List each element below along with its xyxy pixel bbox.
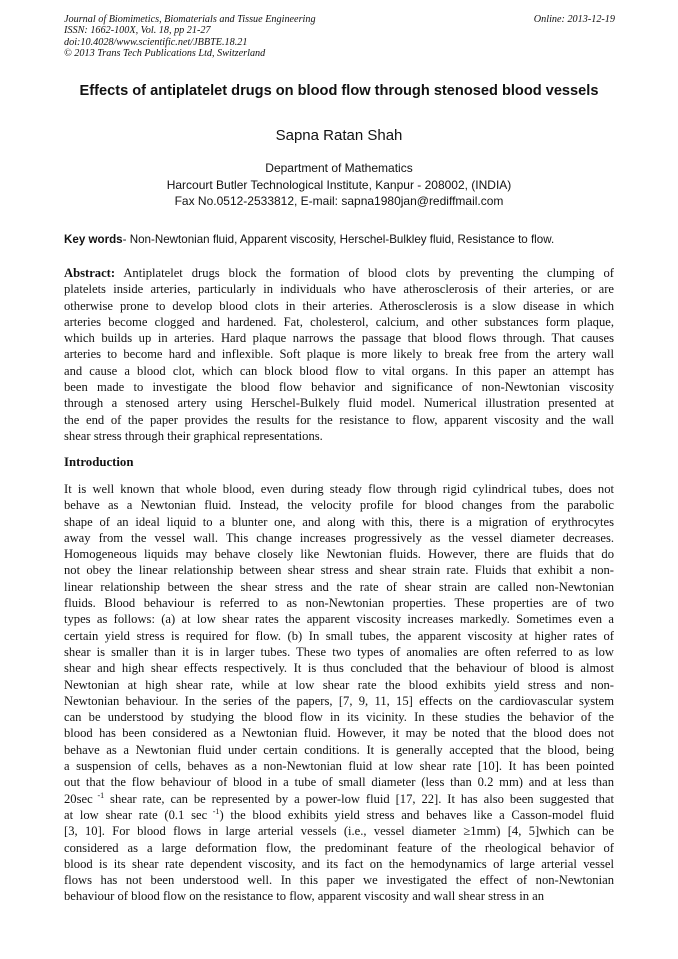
text-line [64, 595, 614, 611]
author-name: Sapna Ratan Shah [275, 127, 403, 144]
text-line [64, 514, 614, 530]
text-line [64, 709, 614, 725]
text-line [64, 497, 614, 513]
superscript: -1 [207, 806, 220, 816]
text-line [64, 281, 614, 297]
text-segment: out that the flow behaviour of blood in a tube of small diameter (less than 0.2 mm) and at less than [64, 775, 614, 790]
text-segment: away from the vessel wall. This change increases progressively as the vessel diameter decreases. [64, 530, 614, 545]
text-line [64, 660, 614, 676]
abstract-label: Abstract: [64, 266, 116, 280]
text-segment: [3, 10]. For blood flows in large arterial vessels (i.e., vessel diameter ≥1mm) [4, 5]which can be [64, 824, 614, 839]
text-line [64, 807, 614, 823]
keywords [64, 233, 554, 246]
text-segment: can be understood by studying the blood flow in its vicinity. In these studies the behavior of the [64, 710, 614, 725]
text-segment: and cause a blood clot, which can block blood flow to vital organs. In this paper an attempt has [64, 363, 614, 378]
text-segment: 20sec [64, 791, 93, 806]
text-line [64, 872, 614, 888]
text-line [64, 346, 614, 362]
text-line [64, 774, 614, 790]
text-line [64, 379, 614, 395]
text-segment: Newtonian behaviour. In the series of the papers, [7, 9, 11, 15] effects on the cardiovascular system [64, 693, 614, 708]
text-line [64, 562, 614, 578]
text-segment: arteries become clogged and hardened. Fat, cholesterol, calcium, and other substances form plaque, [64, 314, 614, 329]
text-segment: the end of the paper provides the results for the resistance to flow, apparent viscosity and the wall [64, 412, 614, 427]
doi-link[interactable]: doi:10.4028/www.scientific.net/JBBTE.18.21 [64, 36, 248, 48]
text-line [64, 314, 614, 330]
text-segment: ) the blood exhibits yield stress and behaves like a Casson-model fluid [219, 807, 614, 822]
text-line [64, 693, 614, 709]
text-segment: platelets inside arteries, particularly in individuals who have atherosclerosis of their arteries, or are [64, 282, 614, 297]
text-segment: which builds up in arteries. Hard plaque narrows the passage that blood flows through. That causes [64, 331, 614, 346]
text-segment: Antiplatelet drugs block the formation of blood clots by preventing the clumping of [123, 266, 614, 280]
text-line [64, 481, 614, 497]
text-segment: been made to investigate the blood flow behavior and significance of non-Newtonian viscosity [64, 380, 614, 395]
text-line [64, 298, 614, 314]
text-segment: arteries to become hard and inflexible. Soft plaque is more likely to break free from the artery wall [64, 347, 614, 362]
text-line [64, 428, 614, 444]
text-line [64, 363, 614, 379]
text-line [64, 856, 614, 872]
text-segment: shear rate, can be represented by a power-low fluid [17, 22]. It has also been suggested that [104, 791, 614, 806]
text-segment: shear stress through their graphical representations. [64, 428, 323, 443]
introduction-heading: Introduction [64, 455, 134, 469]
affiliation [64, 160, 614, 210]
text-line [64, 265, 614, 281]
text-segment: shear and high shear effects respectively. It is thus concluded that the behaviour of blood is almost [64, 661, 614, 676]
text-segment: types as follows: (a) at low shear rates the apparent viscosity increases markedly. Sometimes even a [64, 612, 614, 627]
journal-name: Journal of Biomimetics, Biomaterials and Tissue Engineering [64, 14, 316, 25]
institute: Harcourt Butler Technological Institute, Kanpur - 208002, (INDIA) [166, 177, 512, 192]
text-segment: blood has been considered as a Newtonian fluid. However, it may be noted that the blood does not [64, 726, 614, 741]
text-line [64, 758, 614, 774]
introduction-body [64, 481, 614, 905]
text-segment: at low shear rate (0.1 sec [64, 807, 208, 822]
text-line [64, 823, 614, 839]
text-segment: shape of an ideal liquid to a blunter one, and along with this, there is a migration of erythrocytes [64, 514, 614, 529]
department: Department of Mathematics [265, 161, 413, 175]
text-line [64, 412, 614, 428]
text-line [64, 628, 614, 644]
text-segment: behave as a Newtonian fluid under certain conditions. It is generally accepted that the blood, being [64, 742, 614, 757]
text-segment: considered as a large deformation flow, the predominant feature of the rheological behavior of [64, 840, 614, 855]
text-segment: blood is its shear rate dependent viscosity, and its fact on the hemodynamics of large arterial vessel [64, 856, 614, 871]
text-segment: not obey the linear relationship between shear stress and shear strain rate. Fluids that exhibit a non- [64, 563, 614, 578]
text-segment: Newtonian at high shear rate, while at low shear rate the blood exhibits yield stress and non- [64, 677, 614, 692]
text-segment: Homogeneous liquids may behave closely like Newtonian fluids. However, there are fluids that do [64, 547, 614, 562]
text-segment: flows has not been understood well. In this paper we investigated the effect of non-Newtonian [64, 873, 614, 888]
text-segment: otherwise prone to develop blood clots in their arteries. Atherosclerosis is a slow disease in which [64, 298, 614, 313]
online-date: Online: 2013-12-19 [533, 14, 615, 25]
text-line [64, 644, 614, 660]
text-segment: linear relationship between the shear stress and the rate of shear strain are called non-Newtonian [64, 579, 614, 594]
text-segment: a suspension of cells, behaves as a non-Newtonian fluid at low shear rate [10]. It has been pointed [64, 759, 614, 774]
text-line [64, 395, 614, 411]
text-segment: certain yield stress is required for flow. (b) In small tubes, the apparent viscosity at higher rates of [64, 628, 614, 643]
text-line [64, 611, 614, 627]
text-segment: It is well known that whole blood, even during steady flow through rigid cylindrical tubes, does not [64, 482, 614, 496]
paper-title: Effects of antiplatelet drugs on blood flow through stenosed blood vessels [79, 83, 599, 99]
text-line [64, 530, 614, 546]
text-line [64, 888, 614, 904]
keywords-label: Key words [64, 233, 123, 246]
abstract [64, 265, 614, 444]
text-line [64, 330, 614, 346]
text-line [64, 546, 614, 562]
copyright: © 2013 Trans Tech Publications Ltd, Switzerland [64, 47, 266, 59]
text-segment: fluids. Blood behaviour is referred to as non-Newtonian properties. These properties are of two [64, 596, 614, 611]
superscript: -1 [92, 790, 105, 800]
text-line [64, 791, 614, 807]
text-segment: shear is smaller than it is in larger tubes. These two types of anomalies are often referred to as low [64, 644, 614, 659]
text-segment: through a stenosed artery using Herschel-Bulkely fluid model. Numerical illustration presented at [64, 396, 614, 411]
text-segment: behaviour of blood flow on the resistance to flow, apparent viscosity and wall shear stress in an [64, 889, 545, 904]
text-line [64, 677, 614, 693]
text-line [64, 725, 614, 741]
journal-header [64, 14, 316, 59]
keywords-text: - Non-Newtonian fluid, Apparent viscosity, Herschel-Bulkley fluid, Resistance to flow. [122, 233, 555, 246]
text-line [64, 840, 614, 856]
contact: Fax No.0512-2533812, E-mail: sapna1980jan@rediffmail.com [174, 194, 504, 208]
text-line [64, 742, 614, 758]
text-line [64, 579, 614, 595]
issn: ISSN: 1662-100X, Vol. 18, pp 21-27 [64, 25, 211, 37]
text-segment: behave as a Newtonian fluid. Instead, the velocity profile for blood changes from the parabolic [64, 498, 614, 513]
